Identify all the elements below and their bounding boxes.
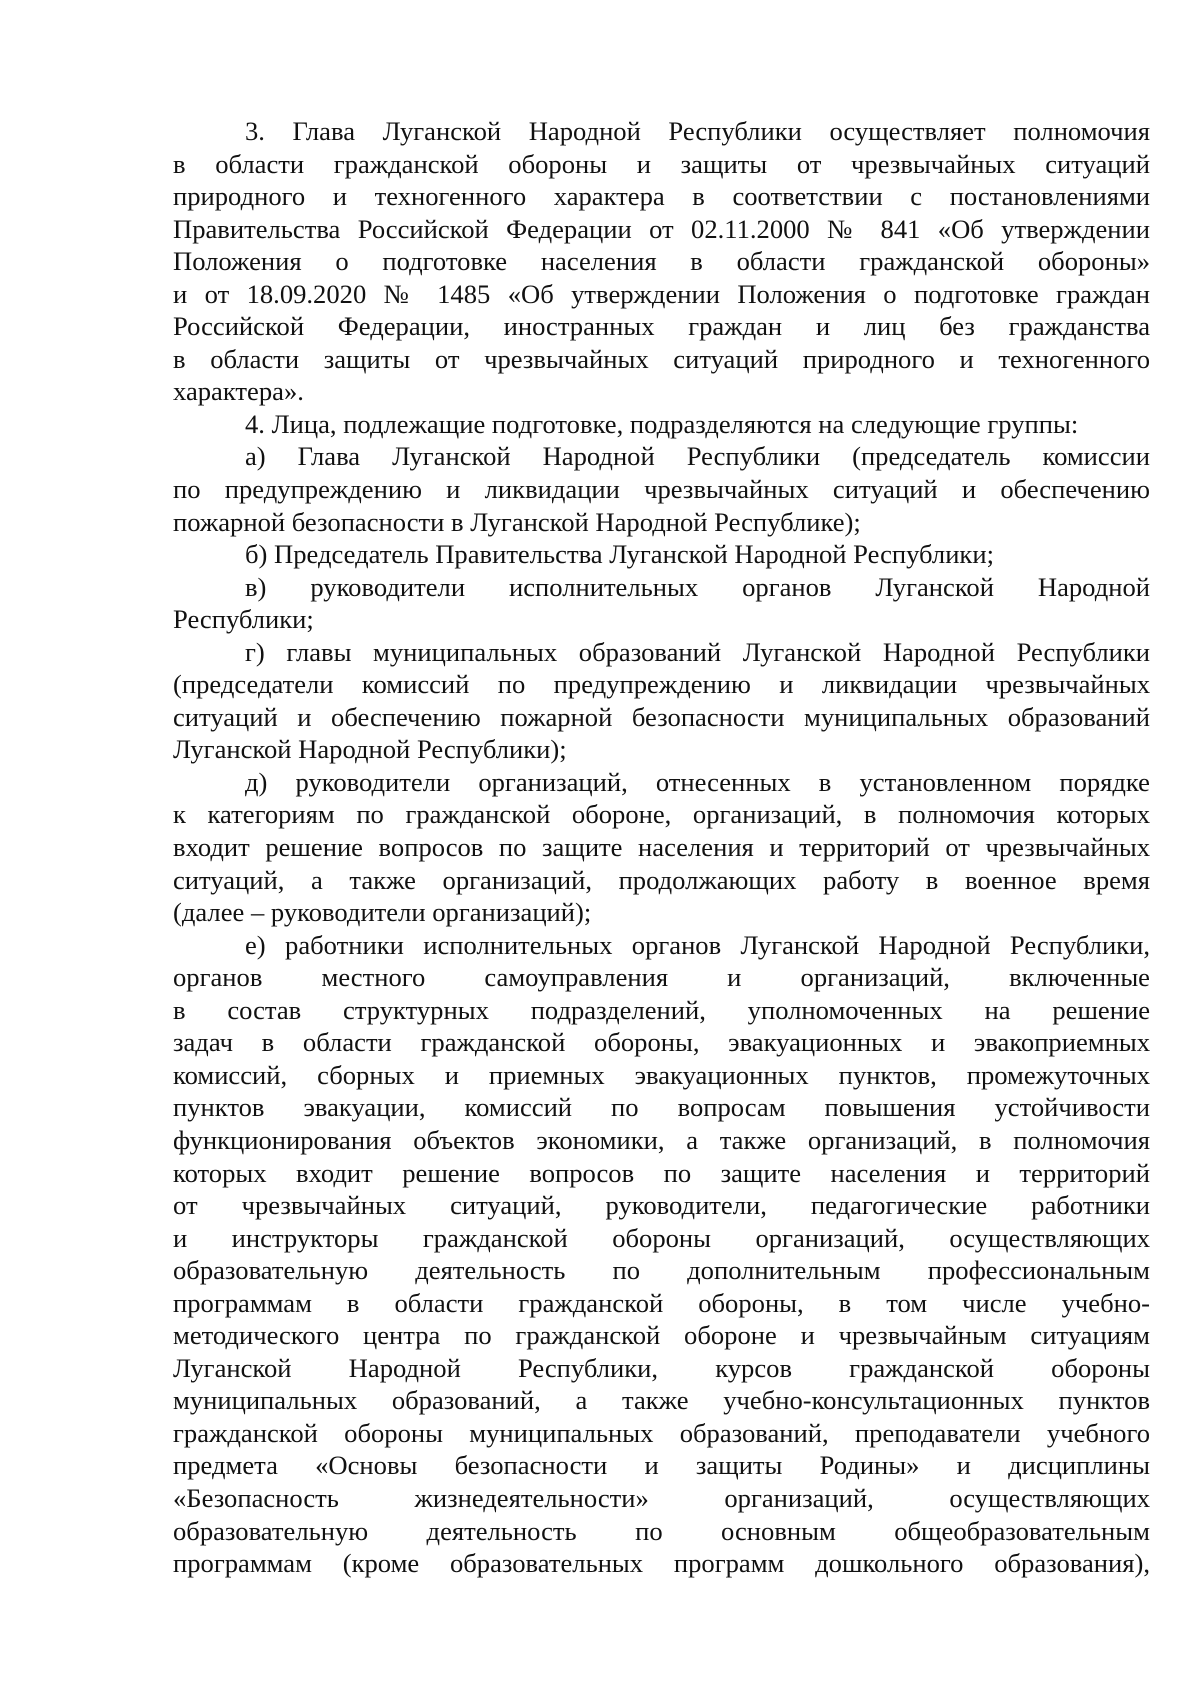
text-line: ситуаций и обеспечению пожарной безопасности муниципальных образований (173, 701, 1150, 732)
text-line: Луганской Народной Республики, курсов гражданской обороны (173, 1352, 1150, 1383)
text-line: по предупреждению и ликвидации чрезвычайных ситуаций и обеспечению (173, 474, 1150, 505)
paragraph-first-line: в) руководители исполнительных органов Луганской Народной (245, 571, 1150, 602)
text-line: характера». (173, 376, 304, 407)
text-line: пожарной безопасности в Луганской Народной Республике); (173, 506, 861, 537)
text-line: (председатели комиссий по предупреждению и ликвидации чрезвычайных (173, 669, 1150, 700)
paragraph-first-line: 4. Лица, подлежащие подготовке, подразделяются на следующие группы: (245, 408, 1079, 439)
text-line: (далее – руководители организаций); (173, 897, 592, 928)
text-line: пунктов эвакуации, комиссий по вопросам повышения устойчивости (173, 1092, 1150, 1123)
paragraph-first-line: 3. Глава Луганской Народной Республики осуществляет полномочия (245, 116, 1150, 146)
text-line: программам (кроме образовательных программ дошкольного образования), (173, 1548, 1150, 1579)
text-line: в области защиты от чрезвычайных ситуаций природного и техногенного (173, 343, 1150, 374)
text-line: «Безопасность жизнедеятельности» организаций, осуществляющих (173, 1482, 1150, 1513)
text-line: входит решение вопросов по защите населения и территорий от чрезвычайных (173, 832, 1150, 863)
text-line: задач в области гражданской обороны, эвакуационных и эвакоприемных (173, 1027, 1150, 1058)
text-line: образовательную деятельность по дополнительным профессиональным (173, 1255, 1150, 1286)
text-line: муниципальных образований, а также учебно-консультационных пунктов (173, 1385, 1150, 1416)
paragraph-first-line: а) Глава Луганской Народной Республики (председатель комиссии (245, 441, 1150, 472)
paragraph-first-line: д) руководители организаций, отнесенных в установленном порядке (245, 766, 1150, 797)
paragraph-first-line: е) работники исполнительных органов Луганской Народной Республики, (245, 929, 1150, 960)
paragraph-first-line: г) главы муниципальных образований Луганской Народной Республики (245, 636, 1150, 667)
text-line: природного и техногенного характера в соответствии с постановлениями (173, 181, 1150, 212)
text-line: к категориям по гражданской обороне, организаций, в полномочия которых (173, 799, 1150, 830)
text-line: и инструкторы гражданской обороны организаций, осуществляющих (173, 1222, 1150, 1253)
text-line: ситуаций, а также организаций, продолжающих работу в военное время (173, 864, 1150, 895)
text-line: комиссий, сборных и приемных эвакуационных пунктов, промежуточных (173, 1059, 1150, 1090)
text-line: которых входит решение вопросов по защите населения и территорий (173, 1157, 1150, 1188)
text-line: органов местного самоуправления и организаций, включенные (173, 962, 1150, 993)
text-line: от чрезвычайных ситуаций, руководители, педагогические работники (173, 1190, 1150, 1221)
text-line: в области гражданской обороны и защиты от чрезвычайных ситуаций (173, 148, 1150, 179)
document-body-text (173, 115, 1150, 1580)
text-line: образовательную деятельность по основным общеобразовательным (173, 1515, 1150, 1546)
text-line: Республики; (173, 604, 314, 635)
text-line: Правительства Российской Федерации от 02.11.2000 № 841 «Об утверждении (173, 213, 1150, 244)
text-line: Российской Федерации, иностранных граждан и лиц без гражданства (173, 311, 1150, 342)
text-line: методического центра по гражданской обороне и чрезвычайным ситуациям (173, 1320, 1150, 1351)
text-line: Луганской Народной Республики); (173, 734, 567, 765)
text-line: и от 18.09.2020 № 1485 «Об утверждении Положения о подготовке граждан (173, 278, 1150, 309)
text-line: Положения о подготовке населения в области гражданской обороны» (173, 246, 1150, 277)
paragraph-first-line: б) Председатель Правительства Луганской Народной Республики; (245, 539, 994, 570)
text-line: гражданской обороны муниципальных образований, преподаватели учебного (173, 1417, 1150, 1448)
text-line: программам в области гражданской обороны, в том числе учебно- (173, 1287, 1150, 1318)
text-line: предмета «Основы безопасности и защиты Родины» и дисциплины (173, 1450, 1150, 1481)
text-line: в состав структурных подразделений, уполномоченных на решение (173, 994, 1150, 1025)
text-line: функционирования объектов экономики, а также организаций, в полномочия (173, 1124, 1150, 1155)
